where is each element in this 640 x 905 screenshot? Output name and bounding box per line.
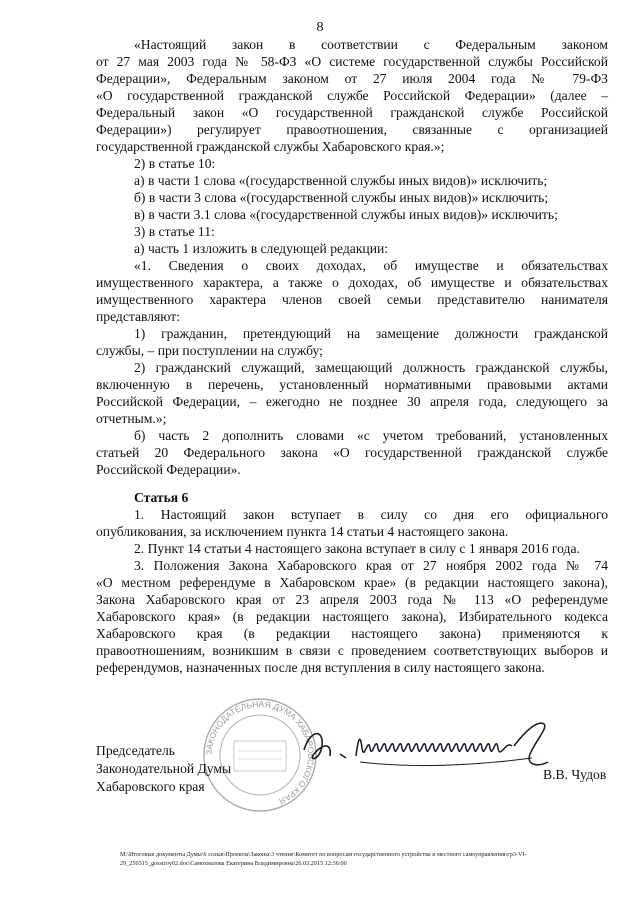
paragraph-line: опубликования, за исключением пункта 14 статьи 4 настоящего закона. xyxy=(96,524,509,539)
paragraph-line: «Настоящий закон в соответствии с Федеральным законом xyxy=(134,37,608,52)
paragraph-line: правоотношениям, возникшим в связи с проведением соответствующих выборов и xyxy=(96,643,608,658)
article-heading: Статья 6 xyxy=(134,490,189,505)
paragraph-line: Хабаровского края» (в редакции настоящего закона), Избирательного кодекса xyxy=(96,609,608,624)
paragraph-line: Федерации», Федеральным законом от 27 июля 2004 года № 79-ФЗ xyxy=(96,71,608,86)
paragraph-line: представляют: xyxy=(96,309,180,324)
paragraph-line: Федерации») регулирует правоотношения, связанные с организацией xyxy=(96,122,608,137)
seal-text: ЗАКОНОДАТЕЛЬНАЯ ДУМА ХАБАРОВСКОГО КРАЯ xyxy=(203,698,317,807)
paragraph-line: включенную в перечень, установленный нормативными правовыми актами xyxy=(96,377,608,392)
paragraph-line: 3) в статье 11: xyxy=(134,224,215,239)
paragraph-line: статьей 20 Федерального закона «О государственной гражданской службе xyxy=(96,445,608,460)
file-path-footer: M:\Итоговые документы Думы\6 созыв\Проекты\Законы\3 чтение\Комитет по вопросам государственного устройства и местного самоуправления\гр3-VI- xyxy=(120,851,527,858)
paragraph-line: «О местном референдуме в Хабаровском крае» (в редакции настоящего закона), xyxy=(96,575,608,590)
paragraph-line: б) в части 3 слова «(государственной службы иных видов)» исключить; xyxy=(134,190,549,205)
handwritten-signature xyxy=(300,710,580,780)
signatory-title-line: Председатель xyxy=(96,743,175,758)
paragraph-line: государственной гражданской службы Хабаровского края.»; xyxy=(96,139,445,154)
paragraph-line: «1. Сведения о своих доходах, об имуществе и обязательствах xyxy=(134,258,608,273)
paragraph-line: в) в части 3.1 слова «(государственной службы иных видов)» исключить; xyxy=(134,207,558,222)
paragraph-line: имущественного характера членов своей семьи представителю нанимателя xyxy=(96,292,608,307)
paragraph-line: 2) гражданский служащий, замещающий должность гражданской службы, xyxy=(134,360,608,375)
paragraph-line: 1) гражданин, претендующий на замещение должности гражданской xyxy=(134,326,608,341)
paragraph-line: от 27 мая 2003 года № 58-ФЗ «О системе государственной службы Российской xyxy=(96,54,608,69)
file-path-footer: 29_250315_gosstroy02.doc\Самохвалова Екатерина Владимировна\26.03.2015 12:36:00 xyxy=(120,860,347,867)
paragraph-line: Хабаровского края (в редакции настоящего закона) применяются к xyxy=(96,626,608,641)
paragraph-line: имущественного характера, а также о доходах, об имуществе и обязательствах xyxy=(96,275,608,290)
paragraph-line: 1. Настоящий закон вступает в силу со дня его официального xyxy=(134,507,608,522)
paragraph-line: службы, – при поступлении на службу; xyxy=(96,343,323,358)
paragraph-line: 3. Положения Закона Хабаровского края от 27 ноября 2002 года № 74 xyxy=(134,558,608,573)
paragraph-line: Российской Федерации». xyxy=(96,462,241,477)
paragraph-line: 2) в статье 10: xyxy=(134,156,216,171)
page-number: 8 xyxy=(316,20,324,35)
paragraph-line: отчетным.»; xyxy=(96,411,167,426)
paragraph-line: Российской Федерации, – ежегодно не позднее 30 апреля года, следующего за xyxy=(96,394,608,409)
paragraph-line: Закона Хабаровского края от 23 апреля 2003 года № 113 «О референдуме xyxy=(96,592,608,607)
paragraph-line: референдумов, назначенных после дня вступления в силу настоящего закона. xyxy=(96,660,545,675)
paragraph-line: а) часть 1 изложить в следующей редакции: xyxy=(134,241,389,256)
signatory-title-line: Законодательной Думы xyxy=(96,761,232,776)
paragraph-line: б) часть 2 дополнить словами «с учетом требований, установленных xyxy=(134,428,608,443)
paragraph-line: Федеральный закон «О государственной гражданской службе Российской xyxy=(96,105,608,120)
signatory-title-line: Хабаровского края xyxy=(96,779,205,794)
signatory-name: В.В. Чудов xyxy=(543,767,607,782)
paragraph-line: а) в части 1 слова «(государственной службы иных видов)» исключить; xyxy=(134,173,548,188)
paragraph-line: 2. Пункт 14 статьи 4 настоящего закона вступает в силу с 1 января 2016 года. xyxy=(134,541,580,556)
paragraph-line: «О государственной гражданской службе Российской Федерации» (далее – xyxy=(96,88,608,103)
